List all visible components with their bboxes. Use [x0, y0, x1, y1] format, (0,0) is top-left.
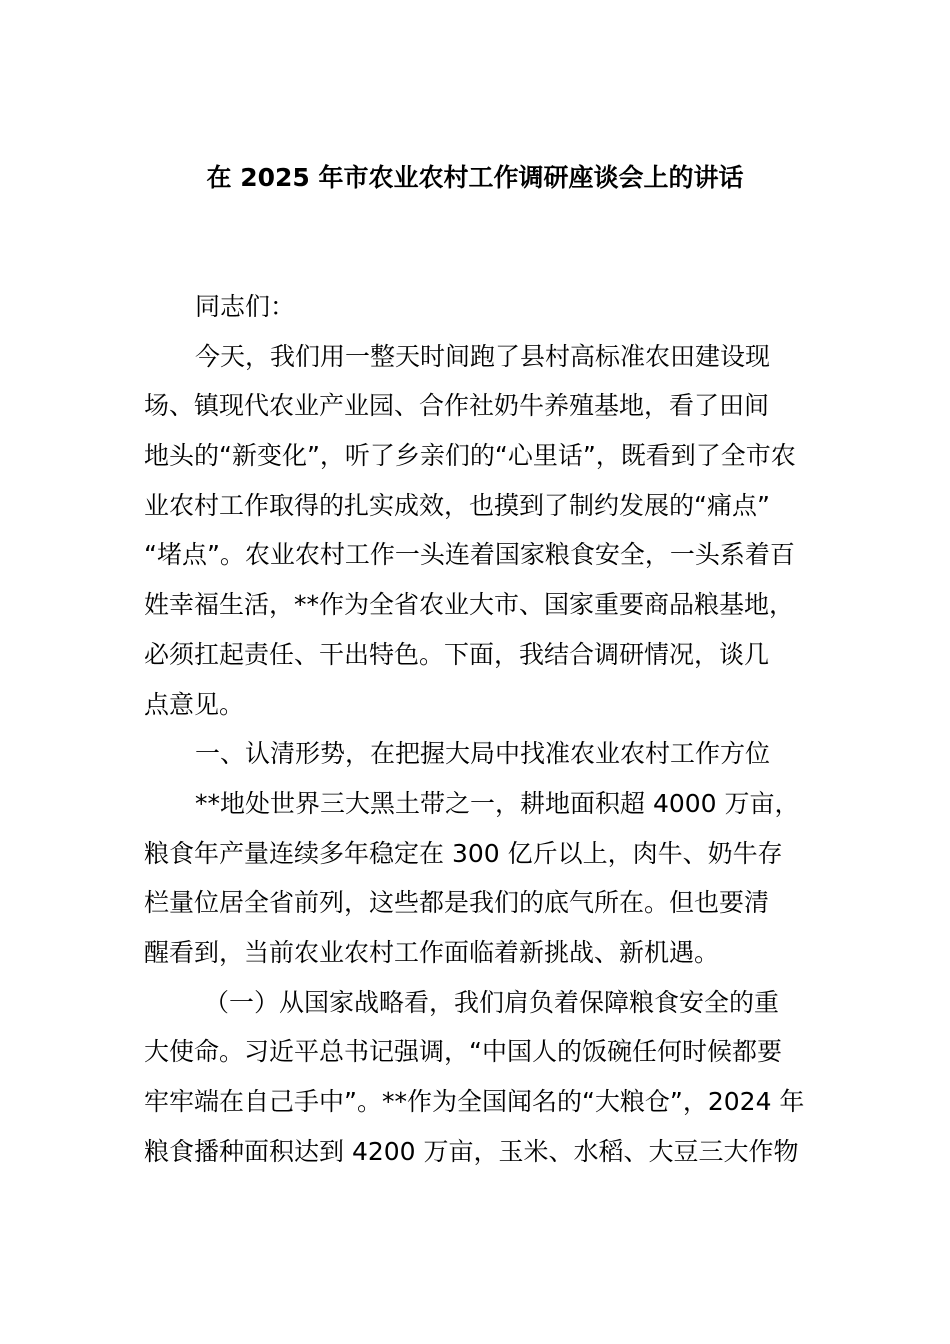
- paragraph-line: 点意见。: [144, 689, 245, 719]
- subsection-line: （一）从国家战略看，我们肩负着保障粮食安全的重: [204, 987, 780, 1017]
- section-heading: 一、认清形势，在把握大局中找准农业农村工作方位: [195, 739, 771, 769]
- paragraph-line: 牢牢端在自己手中”。**作为全国闻名的“大粮仓”，2024 年: [144, 1087, 805, 1116]
- salutation: 同志们：: [195, 292, 296, 321]
- paragraph-line: 醒看到，当前农业农村工作面临着新挑战、新机遇。: [144, 937, 720, 967]
- paragraph-line: 栏量位居全省前列，这些都是我们的底气所在。但也要清: [144, 888, 770, 918]
- paragraph-line: 场、镇现代农业产业园、合作社奶牛养殖基地，看了田间: [144, 391, 770, 421]
- paragraph-line: 今天，我们用一整天时间跑了县村高标准农田建设现: [195, 341, 771, 371]
- paragraph-line: 必须扛起责任、干出特色。下面，我结合调研情况，谈几: [144, 639, 770, 669]
- paragraph-line: 地头的“新变化”，听了乡亲们的“心里话”，既看到了全市农: [144, 441, 796, 471]
- paragraph-line: **地处世界三大黑土带之一，耕地面积超 4000 万亩，: [195, 788, 800, 818]
- paragraph-line: 姓幸福生活，**作为全省农业大市、国家重要商品粮基地，: [144, 590, 795, 620]
- paragraph-line: 粮食年产量连续多年稳定在 300 亿斤以上，肉牛、奶牛存: [144, 838, 783, 868]
- paragraph-line: 粮食播种面积达到 4200 万亩，玉米、水稻、大豆三大作物: [144, 1136, 799, 1166]
- paragraph-line: 业农村工作取得的扎实成效，也摸到了制约发展的“痛点”: [144, 490, 770, 520]
- document-body: [144, 282, 812, 1176]
- document-title: 在 2025 年市农业农村工作调研座谈会上的讲话: [206, 163, 744, 192]
- paragraph-line: “堵点”。农业农村工作一头连着国家粮食安全，一头系着百: [144, 540, 795, 570]
- paragraph-line: 大使命。习近平总书记强调，“中国人的饭碗任何时候都要: [144, 1037, 782, 1067]
